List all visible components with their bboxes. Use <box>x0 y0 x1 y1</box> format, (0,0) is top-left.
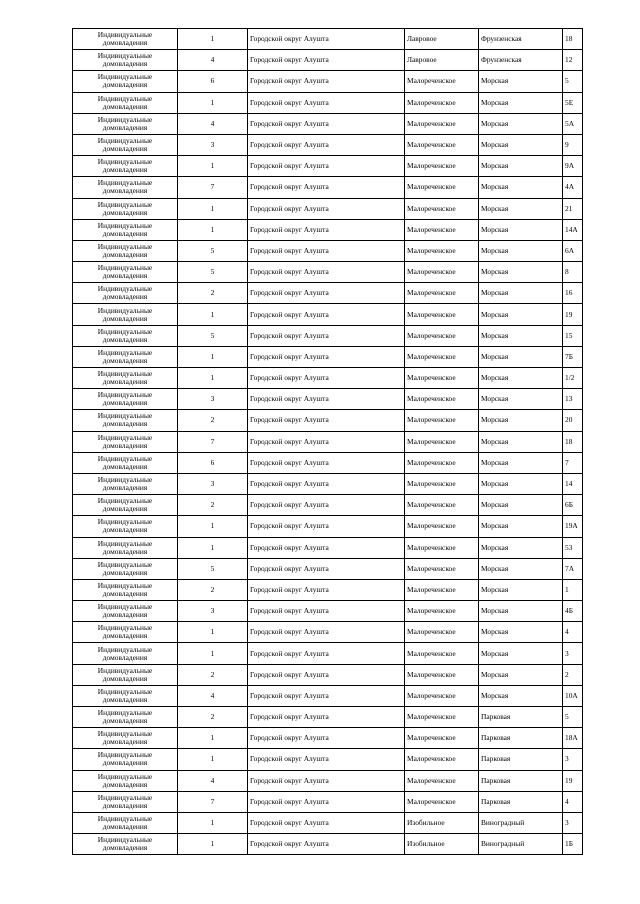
house-number-cell: 4А <box>563 177 583 198</box>
district-cell: Городской округ Алушта <box>248 410 405 431</box>
count-cell: 2 <box>178 410 248 431</box>
street-cell: Парковая <box>479 770 563 791</box>
house-number-cell: 19А <box>563 516 583 537</box>
type-cell: Индивидуальные домовладения <box>73 770 178 791</box>
type-cell: Индивидуальные домовладения <box>73 283 178 304</box>
house-number-cell: 3 <box>563 643 583 664</box>
district-cell: Городской округ Алушта <box>248 325 405 346</box>
settlement-cell: Малореченское <box>405 664 479 685</box>
count-cell: 1 <box>178 812 248 833</box>
street-cell: Морская <box>479 473 563 494</box>
table-row <box>73 664 583 685</box>
house-number-cell: 1Б <box>563 834 583 855</box>
district-cell: Городской округ Алушта <box>248 579 405 600</box>
count-cell: 4 <box>178 50 248 71</box>
housing-table <box>72 28 583 855</box>
type-cell: Индивидуальные домовладения <box>73 134 178 155</box>
count-cell: 7 <box>178 177 248 198</box>
type-cell: Индивидуальные домовладения <box>73 664 178 685</box>
street-cell: Фрунзенская <box>479 50 563 71</box>
table-row <box>73 71 583 92</box>
type-cell: Индивидуальные домовладения <box>73 71 178 92</box>
type-cell: Индивидуальные домовладения <box>73 728 178 749</box>
district-cell: Городской округ Алушта <box>248 113 405 134</box>
table-row <box>73 643 583 664</box>
house-number-cell: 10А <box>563 685 583 706</box>
house-number-cell: 18 <box>563 29 583 50</box>
type-cell: Индивидуальные домовладения <box>73 495 178 516</box>
settlement-cell: Малореченское <box>405 643 479 664</box>
street-cell: Морская <box>479 622 563 643</box>
district-cell: Городской округ Алушта <box>248 558 405 579</box>
count-cell: 5 <box>178 240 248 261</box>
count-cell: 3 <box>178 473 248 494</box>
count-cell: 2 <box>178 283 248 304</box>
type-cell: Индивидуальные домовладения <box>73 410 178 431</box>
house-number-cell: 9 <box>563 134 583 155</box>
house-number-cell: 7А <box>563 558 583 579</box>
district-cell: Городской округ Алушта <box>248 177 405 198</box>
count-cell: 2 <box>178 495 248 516</box>
table-row <box>73 50 583 71</box>
settlement-cell: Малореченское <box>405 537 479 558</box>
table-row <box>73 685 583 706</box>
settlement-cell: Малореченское <box>405 177 479 198</box>
count-cell: 3 <box>178 601 248 622</box>
street-cell: Морская <box>479 177 563 198</box>
count-cell: 1 <box>178 219 248 240</box>
street-cell: Морская <box>479 71 563 92</box>
house-number-cell: 3 <box>563 812 583 833</box>
district-cell: Городской округ Алушта <box>248 346 405 367</box>
house-number-cell: 4Б <box>563 601 583 622</box>
settlement-cell: Малореченское <box>405 156 479 177</box>
settlement-cell: Малореченское <box>405 622 479 643</box>
house-number-cell: 4 <box>563 791 583 812</box>
count-cell: 4 <box>178 113 248 134</box>
house-number-cell: 12 <box>563 50 583 71</box>
settlement-cell: Малореченское <box>405 113 479 134</box>
house-number-cell: 3 <box>563 749 583 770</box>
type-cell: Индивидуальные домовладения <box>73 304 178 325</box>
count-cell: 3 <box>178 389 248 410</box>
house-number-cell: 1 <box>563 579 583 600</box>
table-row <box>73 452 583 473</box>
street-cell: Морская <box>479 516 563 537</box>
house-number-cell: 2 <box>563 664 583 685</box>
street-cell: Морская <box>479 156 563 177</box>
settlement-cell: Малореченское <box>405 283 479 304</box>
settlement-cell: Малореченское <box>405 495 479 516</box>
type-cell: Индивидуальные домовладения <box>73 707 178 728</box>
settlement-cell: Изобильное <box>405 812 479 833</box>
district-cell: Городской округ Алушта <box>248 812 405 833</box>
type-cell: Индивидуальные домовладения <box>73 558 178 579</box>
house-number-cell: 1/2 <box>563 368 583 389</box>
count-cell: 4 <box>178 685 248 706</box>
type-cell: Индивидуальные домовладения <box>73 601 178 622</box>
district-cell: Городской округ Алушта <box>248 29 405 50</box>
street-cell: Морская <box>479 283 563 304</box>
district-cell: Городской округ Алушта <box>248 283 405 304</box>
table-row <box>73 728 583 749</box>
table-row <box>73 134 583 155</box>
district-cell: Городской округ Алушта <box>248 198 405 219</box>
district-cell: Городской округ Алушта <box>248 707 405 728</box>
count-cell: 1 <box>178 834 248 855</box>
street-cell: Морская <box>479 113 563 134</box>
settlement-cell: Малореченское <box>405 473 479 494</box>
district-cell: Городской округ Алушта <box>248 452 405 473</box>
district-cell: Городской округ Алушта <box>248 134 405 155</box>
type-cell: Индивидуальные домовладения <box>73 834 178 855</box>
type-cell: Индивидуальные домовладения <box>73 791 178 812</box>
district-cell: Городской округ Алушта <box>248 71 405 92</box>
house-number-cell: 53 <box>563 537 583 558</box>
type-cell: Индивидуальные домовладения <box>73 431 178 452</box>
table-row <box>73 516 583 537</box>
street-cell: Парковая <box>479 749 563 770</box>
settlement-cell: Малореченское <box>405 219 479 240</box>
settlement-cell: Малореченское <box>405 728 479 749</box>
type-cell: Индивидуальные домовладения <box>73 537 178 558</box>
table-row <box>73 770 583 791</box>
table-row <box>73 473 583 494</box>
type-cell: Индивидуальные домовладения <box>73 29 178 50</box>
street-cell: Морская <box>479 368 563 389</box>
table-row <box>73 262 583 283</box>
street-cell: Морская <box>479 452 563 473</box>
type-cell: Индивидуальные домовладения <box>73 368 178 389</box>
district-cell: Городской округ Алушта <box>248 516 405 537</box>
table-row <box>73 622 583 643</box>
settlement-cell: Лавровое <box>405 29 479 50</box>
street-cell: Морская <box>479 219 563 240</box>
count-cell: 5 <box>178 558 248 579</box>
settlement-cell: Малореченское <box>405 368 479 389</box>
table-row <box>73 791 583 812</box>
street-cell: Морская <box>479 410 563 431</box>
street-cell: Морская <box>479 346 563 367</box>
district-cell: Городской округ Алушта <box>248 749 405 770</box>
district-cell: Городской округ Алушта <box>248 50 405 71</box>
count-cell: 3 <box>178 134 248 155</box>
type-cell: Индивидуальные домовладения <box>73 643 178 664</box>
settlement-cell: Изобильное <box>405 834 479 855</box>
street-cell: Морская <box>479 304 563 325</box>
count-cell: 1 <box>178 643 248 664</box>
house-number-cell: 13 <box>563 389 583 410</box>
district-cell: Городской округ Алушта <box>248 537 405 558</box>
settlement-cell: Малореченское <box>405 240 479 261</box>
street-cell: Морская <box>479 558 563 579</box>
street-cell: Парковая <box>479 728 563 749</box>
district-cell: Городской округ Алушта <box>248 685 405 706</box>
table-row <box>73 812 583 833</box>
house-number-cell: 19 <box>563 304 583 325</box>
street-cell: Морская <box>479 643 563 664</box>
house-number-cell: 7Б <box>563 346 583 367</box>
district-cell: Городской округ Алушта <box>248 664 405 685</box>
count-cell: 1 <box>178 156 248 177</box>
type-cell: Индивидуальные домовладения <box>73 50 178 71</box>
street-cell: Морская <box>479 664 563 685</box>
house-number-cell: 18А <box>563 728 583 749</box>
count-cell: 6 <box>178 452 248 473</box>
district-cell: Городской округ Алушта <box>248 92 405 113</box>
table-row <box>73 431 583 452</box>
count-cell: 6 <box>178 71 248 92</box>
settlement-cell: Малореченское <box>405 770 479 791</box>
table-row <box>73 368 583 389</box>
street-cell: Фрунзенская <box>479 29 563 50</box>
settlement-cell: Малореченское <box>405 558 479 579</box>
table-row <box>73 283 583 304</box>
type-cell: Индивидуальные домовладения <box>73 177 178 198</box>
street-cell: Морская <box>479 495 563 516</box>
district-cell: Городской округ Алушта <box>248 368 405 389</box>
house-number-cell: 16 <box>563 283 583 304</box>
settlement-cell: Малореченское <box>405 346 479 367</box>
street-cell: Морская <box>479 685 563 706</box>
district-cell: Городской округ Алушта <box>248 770 405 791</box>
street-cell: Морская <box>479 325 563 346</box>
type-cell: Индивидуальные домовладения <box>73 685 178 706</box>
type-cell: Индивидуальные домовладения <box>73 219 178 240</box>
table-row <box>73 325 583 346</box>
house-number-cell: 9А <box>563 156 583 177</box>
house-number-cell: 14 <box>563 473 583 494</box>
settlement-cell: Малореченское <box>405 198 479 219</box>
district-cell: Городской округ Алушта <box>248 240 405 261</box>
house-number-cell: 4 <box>563 622 583 643</box>
table-body <box>73 29 583 855</box>
house-number-cell: 5А <box>563 113 583 134</box>
type-cell: Индивидуальные домовладения <box>73 579 178 600</box>
settlement-cell: Малореченское <box>405 749 479 770</box>
house-number-cell: 5 <box>563 71 583 92</box>
table-row <box>73 389 583 410</box>
type-cell: Индивидуальные домовладения <box>73 452 178 473</box>
table-row <box>73 29 583 50</box>
type-cell: Индивидуальные домовладения <box>73 749 178 770</box>
type-cell: Индивидуальные домовладения <box>73 262 178 283</box>
table-row <box>73 579 583 600</box>
district-cell: Городской округ Алушта <box>248 304 405 325</box>
street-cell: Морская <box>479 92 563 113</box>
settlement-cell: Малореченское <box>405 707 479 728</box>
type-cell: Индивидуальные домовладения <box>73 473 178 494</box>
street-cell: Виноградный <box>479 812 563 833</box>
street-cell: Парковая <box>479 791 563 812</box>
house-number-cell: 5Е <box>563 92 583 113</box>
table-row <box>73 156 583 177</box>
count-cell: 1 <box>178 622 248 643</box>
street-cell: Морская <box>479 431 563 452</box>
district-cell: Городской округ Алушта <box>248 643 405 664</box>
house-number-cell: 14А <box>563 219 583 240</box>
count-cell: 7 <box>178 791 248 812</box>
table-row <box>73 495 583 516</box>
type-cell: Индивидуальные домовладения <box>73 622 178 643</box>
table-row <box>73 749 583 770</box>
document-page <box>72 28 582 855</box>
type-cell: Индивидуальные домовладения <box>73 240 178 261</box>
house-number-cell: 5 <box>563 707 583 728</box>
count-cell: 1 <box>178 516 248 537</box>
house-number-cell: 7 <box>563 452 583 473</box>
district-cell: Городской округ Алушта <box>248 431 405 452</box>
type-cell: Индивидуальные домовладения <box>73 198 178 219</box>
count-cell: 1 <box>178 728 248 749</box>
count-cell: 1 <box>178 537 248 558</box>
count-cell: 7 <box>178 431 248 452</box>
type-cell: Индивидуальные домовладения <box>73 346 178 367</box>
count-cell: 5 <box>178 325 248 346</box>
count-cell: 5 <box>178 262 248 283</box>
table-row <box>73 92 583 113</box>
count-cell: 1 <box>178 29 248 50</box>
district-cell: Городской округ Алушта <box>248 622 405 643</box>
district-cell: Городской округ Алушта <box>248 262 405 283</box>
count-cell: 4 <box>178 770 248 791</box>
settlement-cell: Малореченское <box>405 685 479 706</box>
district-cell: Городской округ Алушта <box>248 156 405 177</box>
house-number-cell: 18 <box>563 431 583 452</box>
settlement-cell: Малореченское <box>405 452 479 473</box>
house-number-cell: 6А <box>563 240 583 261</box>
type-cell: Индивидуальные домовладения <box>73 156 178 177</box>
type-cell: Индивидуальные домовладения <box>73 92 178 113</box>
table-row <box>73 601 583 622</box>
settlement-cell: Малореченское <box>405 304 479 325</box>
table-row <box>73 304 583 325</box>
settlement-cell: Малореченское <box>405 262 479 283</box>
district-cell: Городской округ Алушта <box>248 834 405 855</box>
house-number-cell: 19 <box>563 770 583 791</box>
table-row <box>73 707 583 728</box>
street-cell: Виноградный <box>479 834 563 855</box>
table-row <box>73 537 583 558</box>
street-cell: Морская <box>479 537 563 558</box>
street-cell: Морская <box>479 389 563 410</box>
settlement-cell: Малореченское <box>405 134 479 155</box>
count-cell: 1 <box>178 368 248 389</box>
count-cell: 1 <box>178 92 248 113</box>
street-cell: Морская <box>479 198 563 219</box>
table-row <box>73 558 583 579</box>
district-cell: Городской округ Алушта <box>248 791 405 812</box>
settlement-cell: Малореченское <box>405 389 479 410</box>
settlement-cell: Малореченское <box>405 791 479 812</box>
street-cell: Морская <box>479 579 563 600</box>
district-cell: Городской округ Алушта <box>248 601 405 622</box>
count-cell: 2 <box>178 664 248 685</box>
count-cell: 1 <box>178 304 248 325</box>
table-row <box>73 177 583 198</box>
street-cell: Морская <box>479 240 563 261</box>
table-row <box>73 410 583 431</box>
settlement-cell: Малореченское <box>405 601 479 622</box>
table-row <box>73 834 583 855</box>
street-cell: Морская <box>479 262 563 283</box>
type-cell: Индивидуальные домовладения <box>73 389 178 410</box>
district-cell: Городской округ Алушта <box>248 389 405 410</box>
type-cell: Индивидуальные домовладения <box>73 113 178 134</box>
type-cell: Индивидуальные домовладения <box>73 812 178 833</box>
settlement-cell: Малореченское <box>405 92 479 113</box>
settlement-cell: Малореченское <box>405 71 479 92</box>
table-row <box>73 113 583 134</box>
settlement-cell: Малореченское <box>405 410 479 431</box>
count-cell: 2 <box>178 707 248 728</box>
type-cell: Индивидуальные домовладения <box>73 325 178 346</box>
district-cell: Городской округ Алушта <box>248 219 405 240</box>
district-cell: Городской округ Алушта <box>248 473 405 494</box>
house-number-cell: 8 <box>563 262 583 283</box>
settlement-cell: Малореченское <box>405 325 479 346</box>
street-cell: Морская <box>479 134 563 155</box>
settlement-cell: Лавровое <box>405 50 479 71</box>
house-number-cell: 21 <box>563 198 583 219</box>
table-row <box>73 198 583 219</box>
type-cell: Индивидуальные домовладения <box>73 516 178 537</box>
count-cell: 1 <box>178 749 248 770</box>
settlement-cell: Малореченское <box>405 516 479 537</box>
house-number-cell: 6Б <box>563 495 583 516</box>
settlement-cell: Малореченское <box>405 431 479 452</box>
street-cell: Морская <box>479 601 563 622</box>
count-cell: 1 <box>178 346 248 367</box>
district-cell: Городской округ Алушта <box>248 495 405 516</box>
street-cell: Парковая <box>479 707 563 728</box>
district-cell: Городской округ Алушта <box>248 728 405 749</box>
house-number-cell: 15 <box>563 325 583 346</box>
settlement-cell: Малореченское <box>405 579 479 600</box>
table-row <box>73 346 583 367</box>
house-number-cell: 20 <box>563 410 583 431</box>
count-cell: 2 <box>178 579 248 600</box>
count-cell: 1 <box>178 198 248 219</box>
table-row <box>73 219 583 240</box>
table-row <box>73 240 583 261</box>
